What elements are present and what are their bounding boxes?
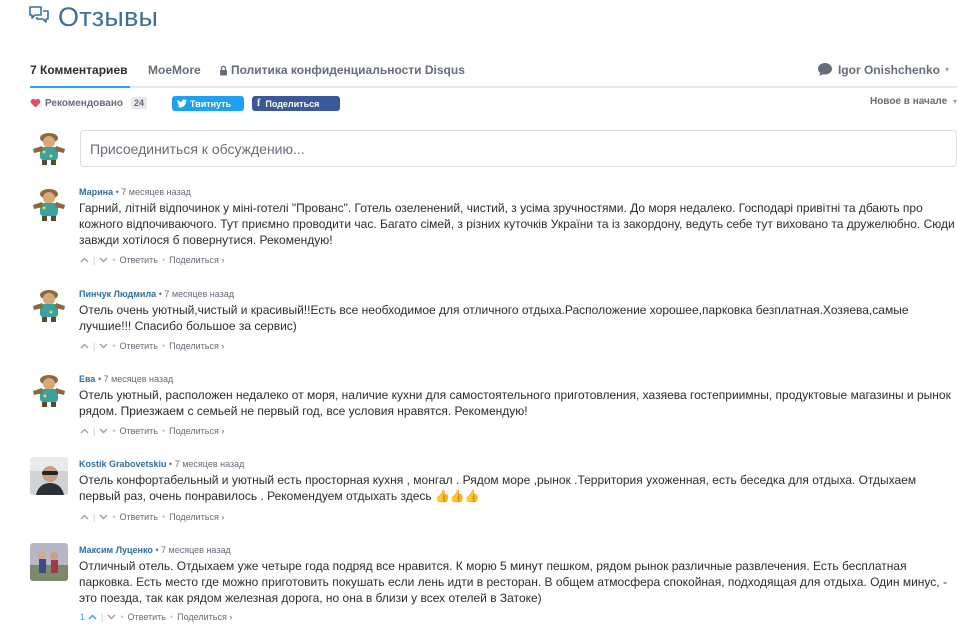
cartoon-avatar-icon [30,128,68,166]
comment-text: Гарний, літній відпочинок у міні-готелі "Прованс". Готель озеленений, чистий, з усіма зручностями. До моря недалеко. Господарі привітні та дбають про кожного відпочиваючого. Тут приємно проводити час. Багато сімей, з різних куточків України та із закордону, ведуть себе тут виховано та дружелюбно. Сюди завжди хотілося б повернутися. Рекомендую! [79,201,955,247]
chevron-down-icon: ▾ [944,65,949,74]
comments-bubbles-icon [28,5,50,30]
tweet-label: Твитнуть [190,98,232,109]
cartoon-avatar-icon [30,285,68,323]
tab-comments[interactable]: 7 Комментариев [30,63,128,77]
sort-dropdown[interactable] [870,96,957,107]
cartoon-avatar-icon [30,184,68,222]
chevron-down-icon [99,343,108,349]
chevron-down-icon [99,514,108,520]
vote-divider: | [93,426,96,436]
active-tab-indicator [30,86,130,88]
downvote-button[interactable] [99,514,108,520]
comment-header [79,459,244,469]
user-menu[interactable] [817,62,949,77]
thread-toolbar [30,96,957,114]
upvote-button[interactable] [80,612,97,622]
lock-icon [219,65,228,76]
reply-link[interactable]: Ответить [119,255,158,265]
recommend-label: Рекомендовано [45,97,124,109]
comment-time[interactable]: • 7 месяцев назад [158,289,235,299]
bullet: • [170,612,174,622]
comment-header [79,545,231,555]
chevron-up-icon [88,614,97,620]
reply-link[interactable]: Ответить [127,612,166,622]
bullet: • [161,341,166,351]
reply-link[interactable]: Ответить [119,341,158,351]
upvote-count: 1 [80,612,86,622]
comment-author[interactable]: Ева [79,374,96,384]
bullet: • [120,612,124,622]
tab-community[interactable]: MoeMore [148,63,201,77]
chevron-up-icon [80,343,89,349]
reply-link[interactable]: Ответить [119,426,158,436]
current-user-avatar[interactable] [30,128,68,166]
vote-divider: | [93,341,96,351]
vote-divider: | [101,612,104,622]
user-name: Igor Onishchenko [837,62,940,77]
comment-header [79,187,191,197]
chevron-up-icon [80,428,89,434]
comment-header [79,289,234,299]
downvote-button[interactable] [99,257,108,263]
comment-time[interactable]: • 7 месяцев назад [115,187,191,197]
chevron-down-icon [99,257,108,263]
chevron-down-icon: ▾ [952,97,957,106]
comment-text: Отель конфортабельный и уютный есть просторная кухня , монгал . Рядом море ,рынок .Территория ухоженная, есть беседка для отдыха. Отдыхаем первый раз, очень понравилось . Рекомендуем отдыхать здесь 👍👍👍 [79,473,917,503]
page-header [28,2,158,33]
heart-icon [30,98,41,108]
composer-placeholder: Присоединиться к обсуждению... [90,141,305,157]
upvote-button[interactable] [80,343,89,349]
reply-link[interactable]: Ответить [119,512,158,522]
comment-author[interactable]: Пинчук Людмила [79,289,157,299]
tab-privacy-label: Политика конфиденциальности Disqus [231,63,465,77]
tab-privacy[interactable] [219,63,465,77]
bullet: • [161,426,166,436]
comment-time[interactable]: • 7 месяцев назад [169,459,245,469]
commenter-avatar[interactable] [30,543,68,581]
comment-time[interactable]: • 7 месяцев назад [97,374,174,384]
bullet: • [112,512,116,522]
upvote-button[interactable] [80,514,89,520]
comment-actions [80,512,224,522]
user-photo-icon [30,457,68,495]
bullet: • [112,341,116,351]
page-title: Отзывы [58,2,159,32]
upvote-button[interactable] [80,257,89,263]
sort-label: Новое в начале [869,96,948,107]
recommend-button[interactable] [30,97,147,109]
bullet: • [161,255,166,265]
comment-composer[interactable] [80,130,957,167]
comment-actions [80,255,224,265]
facebook-share-button[interactable] [252,96,340,111]
comment-header [79,374,173,384]
chevron-down-icon [107,614,116,620]
disqus-nav [30,55,957,88]
comment-actions [80,341,224,351]
share-link[interactable]: Поделиться › [169,512,225,522]
comment-author[interactable]: Kostik Grabovetskiu [79,459,167,469]
share-link[interactable]: Поделиться › [169,426,225,436]
chevron-up-icon [80,257,89,263]
chevron-down-icon [99,428,108,434]
recommend-count: 24 [131,97,147,109]
vote-divider: | [93,512,96,522]
commenter-avatar[interactable] [30,370,68,408]
vote-divider: | [93,255,96,265]
commenter-avatar[interactable] [30,184,68,222]
user-photo-icon [30,543,68,581]
comment-text: Отель уютный, расположен недалеко от моря, наличие кухни для самостоятельного приготовления, хазяева гостеприимны, продуктовые магазины и рынок рядом. Приезжаем с семьей не первый год, все условия нравятся. Рекомендую! [79,388,951,418]
comment-actions [80,612,232,622]
chat-bubble-icon [817,62,833,77]
comment-text: Отель очень уютный,чистый и красивый!!Есть все необходимое для отличного отдыха.Расположение хорошее,парковка безплатная.Хозяева,самые лучшие!!! Спасибо большое за сервис) [79,303,909,333]
facebook-share-label: Поделиться [265,98,320,109]
commenter-avatar[interactable] [30,285,68,323]
comment-time[interactable]: • 7 месяцев назад [155,545,231,555]
bullet: • [112,426,116,436]
commenter-avatar[interactable] [30,457,68,495]
comment-author[interactable]: Максим Луценко [79,545,153,555]
share-link[interactable]: Поделиться › [177,612,233,622]
facebook-icon: f [257,98,261,109]
downvote-button[interactable] [99,343,108,349]
share-link[interactable]: Поделиться › [169,255,225,265]
bullet: • [112,255,116,265]
tweet-button[interactable] [172,96,244,111]
upvote-button[interactable] [80,428,89,434]
comment-author[interactable]: Марина [79,187,114,197]
downvote-button[interactable] [107,614,116,620]
comment-actions [80,426,224,436]
twitter-icon [177,99,187,108]
share-link[interactable]: Поделиться › [169,341,225,351]
comment-text: Отличный отель. Отдыхаем уже четыре года подряд все нравится. К морю 5 минут пешком, рядом рынок различные развлечения. Есть бесплатная парковка. Есть место где можно приготовить покушать если лень идти в ресторан. В общем атмосфера спокойная, подходящая для отдыха. Один минус, - это поезда, так как рядом железная дорога, но она в близи у всех отелей в Затоке) [79,559,947,605]
cartoon-avatar-icon [30,370,68,408]
bullet: • [161,512,166,522]
chevron-up-icon [80,514,89,520]
downvote-button[interactable] [99,428,108,434]
